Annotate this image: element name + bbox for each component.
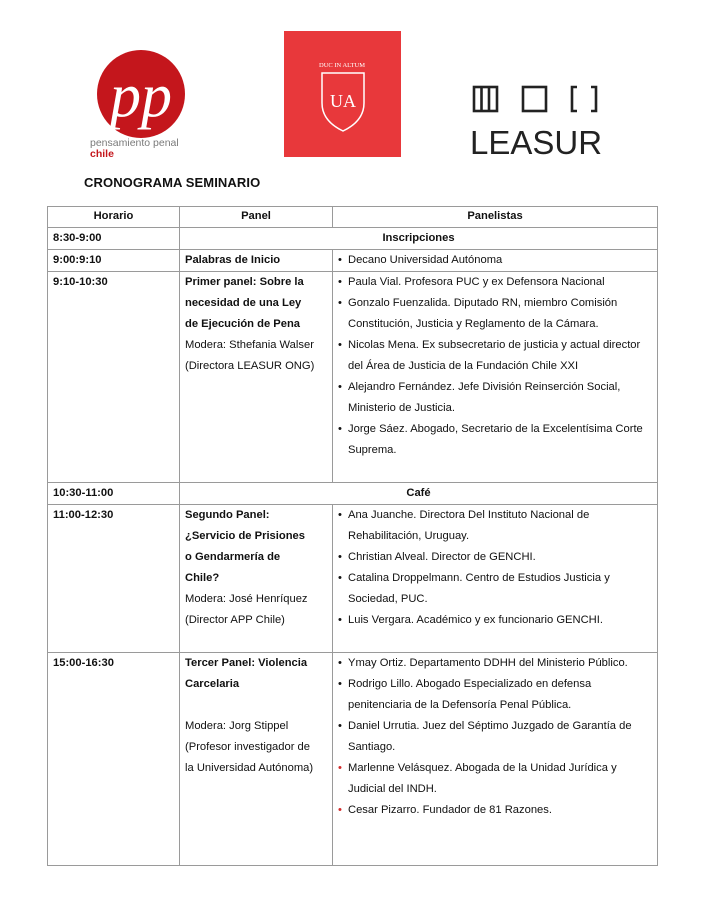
panel-cell bbox=[180, 653, 333, 866]
bullet-icon: • bbox=[338, 254, 342, 266]
ua-motto: DUC IN ALTUM bbox=[319, 62, 365, 69]
ua-logo bbox=[284, 31, 401, 157]
panelist-item bbox=[338, 674, 652, 716]
table-row bbox=[48, 228, 658, 250]
panelist-text: Ymay Ortiz. Departamento DDHH del Ministerio Público. bbox=[348, 657, 628, 669]
time-cell: 11:00-12:30 bbox=[48, 505, 180, 653]
panel-title-line: Chile? bbox=[185, 572, 220, 584]
panelist-text: Nicolas Mena. Ex subsecretario de justicia y actual director del Área de Justicia de la Fundación Chile XXI bbox=[348, 339, 641, 372]
panelists-cell bbox=[333, 250, 658, 272]
logo-text-line1: pensamiento penal bbox=[90, 137, 179, 149]
panel-title-line: necesidad de una Ley bbox=[185, 297, 302, 309]
panelist-item bbox=[338, 800, 652, 821]
leasur-name: LEASUR bbox=[470, 124, 602, 158]
ua-initials: UA bbox=[330, 91, 356, 111]
panelist-text: Gonzalo Fuenzalida. Diputado RN, miembro Comisión Constitución, Justicia y Reglamento de la Cámara. bbox=[348, 297, 618, 330]
panelists-list bbox=[338, 653, 652, 821]
panelist-item bbox=[338, 610, 652, 631]
moderator-line: la Universidad Autónoma) bbox=[185, 762, 314, 774]
spanning-cell: Inscripciones bbox=[180, 228, 658, 250]
table-row bbox=[48, 272, 658, 483]
moderator-line: (Directora LEASUR ONG) bbox=[185, 360, 315, 372]
panelist-text: Decano Universidad Autónoma bbox=[348, 254, 503, 266]
panelist-text: Cesar Pizarro. Fundador de 81 Razones. bbox=[348, 804, 552, 816]
panel-title-line: ¿Servicio de Prisiones bbox=[185, 530, 306, 542]
moderator-line: Modera: Sthefania Walser bbox=[185, 339, 314, 351]
logo-text-line2: chile bbox=[90, 148, 114, 160]
moderator-line: Modera: Jorg Stippel bbox=[185, 720, 289, 732]
panelist-text: Daniel Urrutia. Juez del Séptimo Juzgado de Garantía de Santiago. bbox=[348, 720, 632, 753]
bullet-icon: • bbox=[338, 614, 342, 626]
bullet-icon: • bbox=[338, 276, 342, 288]
panel-title-line: Palabras de Inicio bbox=[185, 254, 281, 266]
panelist-text: Alejandro Fernández. Jefe División Reinserción Social, Ministerio de Justicia. bbox=[348, 381, 621, 414]
panelist-text: Paula Vial. Profesora PUC y ex Defensora Nacional bbox=[348, 276, 605, 288]
time-cell: 9:00:9:10 bbox=[48, 250, 180, 272]
bullet-icon: • bbox=[338, 297, 342, 309]
panelist-text: Marlenne Velásquez. Abogada de la Unidad Jurídica y Judicial del INDH. bbox=[348, 762, 617, 795]
panelist-item bbox=[338, 758, 652, 800]
time-cell: 10:30-11:00 bbox=[48, 483, 180, 505]
document-title: CRONOGRAMA SEMINARIO bbox=[84, 175, 261, 190]
header-panel: Panel bbox=[180, 207, 333, 228]
schedule-body bbox=[48, 228, 658, 866]
time-cell: 8:30-9:00 bbox=[48, 228, 180, 250]
panel-title-line: o Gendarmería de bbox=[185, 551, 281, 563]
table-row bbox=[48, 483, 658, 505]
bullet-icon: • bbox=[338, 762, 342, 774]
bullet-icon: • bbox=[338, 423, 342, 435]
logo-monogram: pp bbox=[110, 62, 172, 130]
panelist-text: Catalina Droppelmann. Centro de Estudios Justicia y Sociedad, PUC. bbox=[348, 572, 610, 605]
panel-title-line: Primer panel: Sobre la bbox=[185, 276, 304, 288]
table-row bbox=[48, 250, 658, 272]
panelist-text: Jorge Sáez. Abogado, Secretario de la Excelentísima Corte Suprema. bbox=[348, 423, 643, 456]
header-panelistas: Panelistas bbox=[333, 207, 658, 228]
moderator-line: (Profesor investigador de bbox=[185, 741, 310, 753]
leasur-bars-icon bbox=[474, 87, 596, 111]
panelist-item bbox=[338, 716, 652, 758]
panelist-item bbox=[338, 335, 652, 377]
panelist-item bbox=[338, 377, 652, 419]
panel-cell bbox=[180, 505, 333, 653]
table-row bbox=[48, 505, 658, 653]
header-horario: Horario bbox=[48, 207, 180, 228]
panelists-cell bbox=[333, 505, 658, 653]
bullet-icon: • bbox=[338, 678, 342, 690]
panelist-item bbox=[338, 272, 652, 293]
moderator-line: (Director APP Chile) bbox=[185, 614, 285, 626]
panelist-item bbox=[338, 505, 652, 547]
panel-cell bbox=[180, 272, 333, 483]
panelist-text: Luis Vergara. Académico y ex funcionario GENCHI. bbox=[348, 614, 603, 626]
panelist-item bbox=[338, 547, 652, 568]
panelist-item bbox=[338, 653, 652, 674]
time-cell: 15:00-16:30 bbox=[48, 653, 180, 866]
pensamiento-penal-logo bbox=[86, 44, 196, 162]
panelist-text: Ana Juanche. Directora Del Instituto Nacional de Rehabilitación, Uruguay. bbox=[348, 509, 590, 542]
panelists-list bbox=[338, 272, 652, 461]
panel-title-line: Carcelaria bbox=[185, 678, 240, 690]
bullet-icon: • bbox=[338, 657, 342, 669]
panelist-item bbox=[338, 293, 652, 335]
panelist-item bbox=[338, 250, 652, 271]
bullet-icon: • bbox=[338, 381, 342, 393]
bullet-icon: • bbox=[338, 804, 342, 816]
panelist-item bbox=[338, 568, 652, 610]
panel-title-line: Segundo Panel: bbox=[185, 509, 270, 521]
panelists-cell bbox=[333, 653, 658, 866]
panel-title-line: Tercer Panel: Violencia bbox=[185, 657, 308, 669]
bullet-icon: • bbox=[338, 339, 342, 351]
moderator-line: Modera: José Henríquez bbox=[185, 593, 308, 605]
panelist-text: Christian Alveal. Director de GENCHI. bbox=[348, 551, 536, 563]
bullet-icon: • bbox=[338, 720, 342, 732]
table-header-row bbox=[48, 207, 658, 228]
time-cell: 9:10-10:30 bbox=[48, 272, 180, 483]
bullet-icon: • bbox=[338, 572, 342, 584]
bullet-icon: • bbox=[338, 509, 342, 521]
panelist-item bbox=[338, 419, 652, 461]
panel-title-line: de Ejecución de Pena bbox=[185, 318, 301, 330]
panelist-text: Rodrigo Lillo. Abogado Especializado en defensa penitenciaria de la Defensoría Penal Pública. bbox=[348, 678, 592, 711]
spacer bbox=[185, 695, 327, 716]
panel-cell bbox=[180, 250, 333, 272]
schedule-table bbox=[47, 206, 658, 866]
spanning-cell: Café bbox=[180, 483, 658, 505]
panelists-cell bbox=[333, 272, 658, 483]
table-row bbox=[48, 653, 658, 866]
bullet-icon: • bbox=[338, 551, 342, 563]
leasur-logo bbox=[470, 84, 602, 158]
panelists-list bbox=[338, 250, 652, 271]
panelists-list bbox=[338, 505, 652, 631]
